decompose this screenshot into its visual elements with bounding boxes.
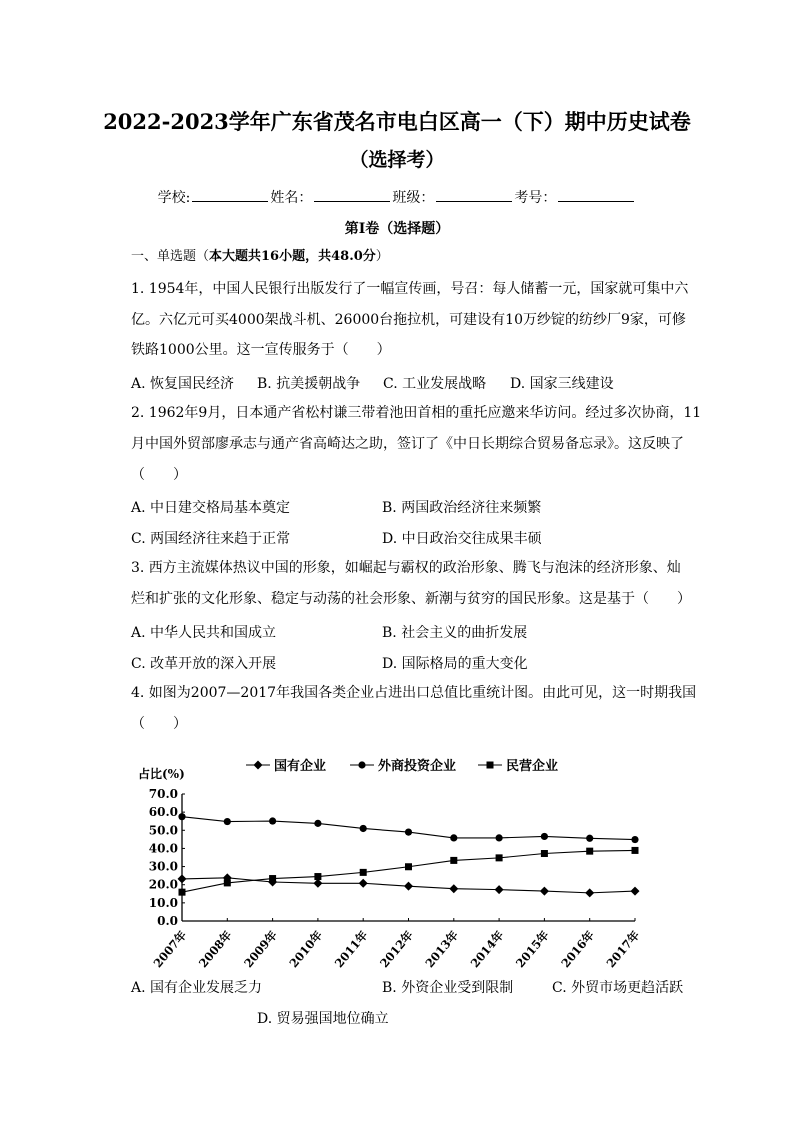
number-blank	[558, 188, 634, 202]
data-point-circle	[314, 820, 321, 827]
question-1-line-3: 铁路1000公里。这一宣传服务于（ ）	[131, 342, 391, 358]
exam-subtitle: （选择考）	[349, 149, 445, 171]
question-2-option-c[interactable]: C. 两国经济往来趋于正常	[131, 531, 291, 547]
question-2-line-1: 2. 1962年9月，日本通产省松村谦三带着池田首相的重托应邀来华访问。经过多次协商，11	[131, 405, 702, 421]
x-tick-label: 2017年	[603, 927, 643, 971]
class-blank	[436, 188, 512, 202]
question-1-line-1: 1. 1954年，中国人民银行出版发行了一幅宣传画，号召：每人储蓄一元，国家就可集中六	[131, 281, 689, 297]
section-prefix: 一、单选题（	[131, 249, 210, 264]
y-tick-label: 40.0	[148, 841, 178, 856]
data-point-square	[586, 848, 593, 855]
legend-label: 国有企业	[274, 759, 327, 774]
question-2-option-a[interactable]: A. 中日建交格局基本奠定	[131, 500, 291, 516]
data-point-diamond	[495, 885, 504, 894]
y-tick-label: 20.0	[148, 877, 178, 892]
x-tick-label: 2010年	[286, 927, 326, 971]
y-tick-label: 10.0	[148, 895, 178, 910]
chart-series	[178, 813, 640, 897]
question-3-option-d[interactable]: D. 国际格局的重大变化	[382, 656, 528, 672]
question-1-option-b[interactable]: B. 抗美援朝战争	[257, 376, 361, 392]
data-point-diamond	[359, 879, 368, 888]
x-tick-label: 2008年	[195, 927, 235, 971]
question-4-line-1: 4. 如图为2007—2017年我国各类企业占进出口总值比重统计图。由此可见，这一时期我国	[131, 685, 697, 701]
question-2-line-2: 月中国外贸部廖承志与通产省高崎达之助，签订了《中日长期综合贸易备忘录》。这反映了	[131, 436, 684, 452]
y-tick-label: 0.0	[157, 914, 178, 928]
question-4-option-d[interactable]: D. 贸易强国地位确立	[257, 1011, 389, 1027]
data-point-square	[179, 889, 186, 896]
number-label: 考号：	[514, 190, 557, 206]
y-tick-label: 50.0	[148, 823, 178, 838]
x-tick-label: 2015年	[513, 927, 552, 971]
data-point-square	[632, 847, 639, 854]
legend-marker-circle	[358, 761, 365, 768]
x-tick-label: 2007年	[150, 927, 190, 971]
school-blank	[192, 188, 268, 202]
chart-legend	[246, 758, 558, 774]
series-line	[182, 817, 635, 840]
data-point-square	[224, 879, 231, 886]
data-point-circle	[450, 834, 457, 841]
data-point-square	[360, 869, 367, 876]
data-point-circle	[586, 835, 593, 842]
data-point-circle	[496, 834, 503, 841]
student-info-fields	[0, 187, 794, 207]
series-0	[178, 873, 640, 897]
class-label: 班级：	[392, 190, 435, 206]
x-tick-label: 2012年	[377, 927, 416, 971]
chart-axes	[149, 787, 643, 970]
data-point-circle	[269, 817, 276, 824]
data-point-diamond	[404, 882, 413, 891]
question-3-line-1: 3. 西方主流媒体热议中国的形象，如崛起与霸权的政治形象、腾飞与泡沫的经济形象、灿	[131, 560, 681, 576]
section-detail: 本大题共16小题，共48.0分	[209, 249, 376, 264]
legend-label: 民营企业	[506, 759, 559, 774]
question-1-option-c[interactable]: C. 工业发展战略	[383, 376, 487, 392]
part-title: 第I卷（选择题）	[344, 221, 450, 237]
section-suffix: ）	[375, 249, 389, 264]
data-point-diamond	[449, 884, 458, 893]
question-4-option-c[interactable]: C. 外贸市场更趋活跃	[552, 980, 684, 996]
question-4-option-b[interactable]: B. 外资企业受到限制	[382, 980, 514, 996]
data-point-square	[450, 857, 457, 864]
legend-label: 外商投资企业	[378, 759, 457, 774]
series-1	[178, 813, 638, 843]
data-point-circle	[224, 818, 231, 825]
question-2-option-d[interactable]: D. 中日政治交往成果丰硕	[382, 531, 542, 547]
question-3-line-2: 烂和扩张的文化形象、稳定与动荡的社会形象、新潮与贫穷的国民形象。这是基于（ ）	[131, 591, 691, 607]
x-tick-label: 2016年	[558, 927, 597, 971]
data-point-diamond	[631, 887, 640, 896]
question-2-option-b[interactable]: B. 两国政治经济往来频繁	[382, 500, 542, 516]
data-point-square	[541, 850, 548, 857]
question-3-option-c[interactable]: C. 改革开放的深入开展	[131, 656, 277, 672]
enterprise-trade-share-chart	[128, 745, 648, 975]
y-tick-label: 30.0	[148, 859, 178, 874]
section-heading	[131, 248, 389, 266]
name-label: 姓名：	[270, 190, 313, 206]
x-tick-label: 2009年	[241, 927, 280, 971]
question-4-option-a[interactable]: A. 国有企业发展乏力	[131, 980, 263, 996]
data-point-circle	[541, 833, 548, 840]
x-tick-label: 2014年	[467, 927, 507, 971]
question-3-option-b[interactable]: B. 社会主义的曲折发展	[382, 625, 528, 641]
data-point-diamond	[313, 879, 322, 888]
data-point-square	[314, 873, 321, 880]
data-point-circle	[360, 825, 367, 832]
school-label: 学校:	[157, 190, 191, 206]
data-point-diamond	[178, 874, 187, 883]
question-4-line-2: （ ）	[131, 716, 187, 732]
question-2-line-3: （ ）	[131, 467, 187, 483]
exam-title: 2022-2023学年广东省茂名市电白区高一（下）期中历史试卷	[103, 109, 691, 134]
legend-marker-square	[487, 762, 494, 769]
y-tick-label: 60.0	[148, 805, 178, 820]
question-1-option-a[interactable]: A. 恢复国民经济	[131, 376, 235, 392]
data-point-square	[269, 875, 276, 882]
data-point-diamond	[540, 887, 549, 896]
question-3-option-a[interactable]: A. 中华人民共和国成立	[131, 625, 277, 641]
data-point-circle	[631, 836, 638, 843]
question-1-option-d[interactable]: D. 国家三线建设	[510, 376, 614, 392]
question-1-line-2: 亿。六亿元可买4000架战斗机、26000台拖拉机，可建设有10万纱锭的纺纱厂9家，可修	[131, 312, 686, 328]
data-point-circle	[178, 813, 185, 820]
data-point-diamond	[585, 888, 594, 897]
name-blank	[314, 188, 390, 202]
y-tick-label: 70.0	[148, 787, 178, 801]
y-axis-label: 占比(%)	[138, 767, 185, 781]
legend-marker-diamond	[254, 761, 263, 770]
x-tick-label: 2013年	[422, 927, 462, 971]
data-point-square	[496, 854, 503, 861]
x-tick-label: 2011年	[331, 927, 371, 971]
data-point-circle	[405, 829, 412, 836]
data-point-square	[405, 863, 412, 870]
